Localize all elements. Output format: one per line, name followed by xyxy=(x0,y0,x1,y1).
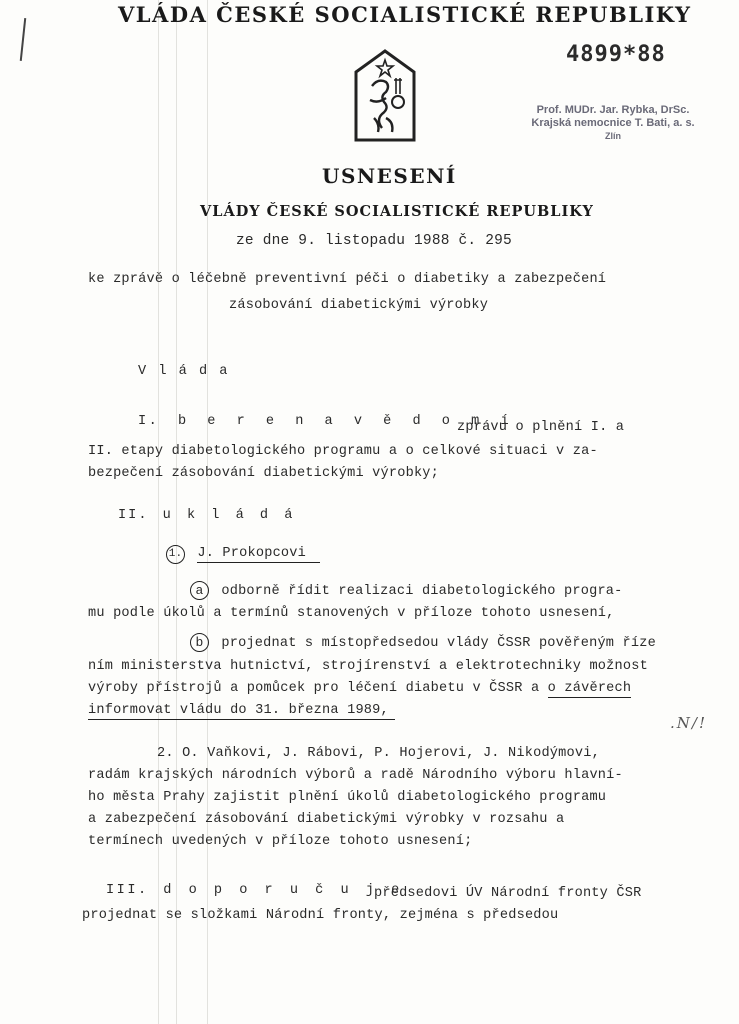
coat-of-arms-icon xyxy=(352,48,418,144)
resolution-heading: USNESENÍ xyxy=(322,164,457,188)
government-title: VLÁDA ČESKÉ SOCIALISTICKÉ REPUBLIKY xyxy=(118,2,692,27)
resolution-date: ze dne 9. listopadu 1988 č. 295 xyxy=(236,233,512,249)
item-1b-marker: b xyxy=(190,633,209,652)
item-2-line-4: a zabezpečení zásobování diabetickými výrobky v rozsahu a xyxy=(88,812,565,827)
section-3-line-1: předsedovi ÚV Národní fronty ČSR xyxy=(374,886,642,901)
underlined-o-zaverech: o závěrech xyxy=(547,681,632,696)
item-1b-line-3: výroby přístrojů a pomůcek pro léčení diabetu v ČSSR a o závěrech xyxy=(88,681,632,696)
item-2-line-3: ho města Prahy zajistit plnění úkolů diabetologického programu xyxy=(88,790,607,805)
item-1-name: J. Prokopcovi xyxy=(197,546,320,563)
stamp-line-3: Zlín xyxy=(605,131,621,141)
stamp-line-1: Prof. MUDr. Jar. Rybka, DrSc. xyxy=(536,104,690,116)
section-3-label: III. d o p o r u č u j e xyxy=(106,883,402,898)
section-3-line-2: projednat se složkami Národní fronty, zejména s předsedou xyxy=(82,908,559,923)
item-1b-line-2: ním ministerstva hutnictví, strojírenství a elektrotechniky možnost xyxy=(88,659,648,674)
section-1-line-1: zprávu o plnění I. a xyxy=(457,420,625,435)
registration-number: 4899*88 xyxy=(566,42,666,67)
item-2-line-1: 2. O. Vaňkovi, J. Rábovi, P. Hojerovi, J. Nikodýmovi, xyxy=(157,746,600,761)
item-1-recipient xyxy=(166,545,320,564)
stamp-line-2: Krajská nemocnice T. Bati, a. s. xyxy=(531,117,695,129)
underlined-deadline: informovat vládu do 31. března 1989, xyxy=(88,703,395,720)
section-2-label: II. u k l á d á xyxy=(118,508,295,523)
section-1-line-2: II. etapy diabetologického programu a o celkové situaci v za- xyxy=(88,444,598,459)
resolution-subheading: VLÁDY ČESKÉ SOCIALISTICKÉ REPUBLIKY xyxy=(200,203,594,220)
item-2-line-2: radám krajských národních výborů a radě Národního výboru hlavní- xyxy=(88,768,623,783)
item-1-number: 1. xyxy=(166,545,185,564)
handwritten-note: .N/! xyxy=(670,714,707,732)
section-1-line-3: bezpečení zásobování diabetickými výrobky; xyxy=(88,466,440,481)
margin-pen-mark xyxy=(20,18,26,61)
item-1a-marker: a xyxy=(190,581,209,600)
item-1b-line-4 xyxy=(88,703,395,718)
item-1a-line-1: a odborně řídit realizaci diabetologického progra- xyxy=(190,581,623,600)
institution-stamp xyxy=(528,104,698,143)
section-1-label: I. b e r e n a v ě d o m í xyxy=(138,414,512,429)
item-1b-line-1: b projednat s místopředsedou vlády ČSSR pověřeným říze xyxy=(190,633,656,652)
resolution-subject-line-2: zásobování diabetickými výrobky xyxy=(229,298,489,313)
item-2-line-5: termínech uvedených v příloze tohoto usnesení; xyxy=(88,834,473,849)
opening-vlada: V l á d a xyxy=(138,364,230,379)
item-1a-line-2: mu podle úkolů a termínů stanovených v příloze tohoto usnesení, xyxy=(88,606,615,621)
resolution-subject-line-1: ke zprávě o léčebně preventivní péči o diabetiky a zabezpečení xyxy=(88,272,607,287)
